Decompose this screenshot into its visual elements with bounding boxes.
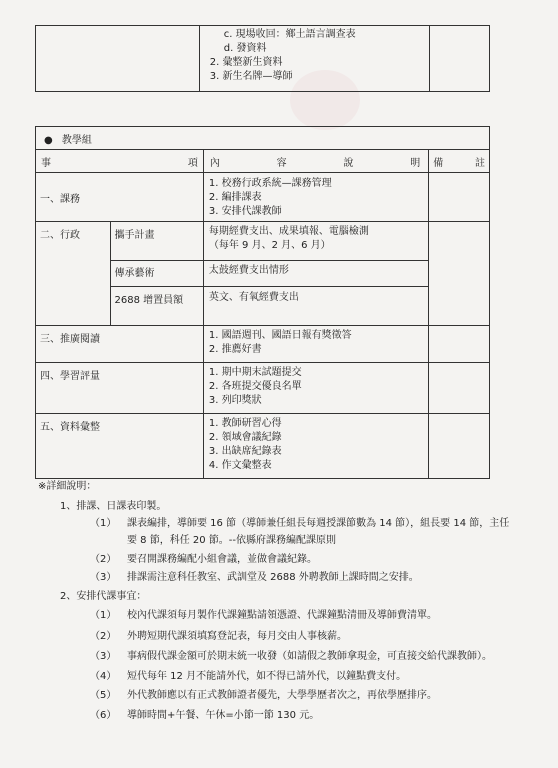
note-number: （3） (90, 651, 117, 662)
content-line: 3. 列印獎狀 (208, 395, 262, 406)
note-text: 排課需注意科任教室、武訓堂及 2688 外聘教師上課時間之安排。 (127, 572, 419, 583)
sub-item-label: 傳承藝術 (114, 268, 155, 279)
item-label: 二、行政 (40, 230, 80, 241)
top-line: 3. 新生名牌—導師 (209, 71, 293, 82)
content-cell (203, 261, 428, 287)
content-cell (203, 287, 428, 326)
note-number: （1） (90, 518, 117, 529)
notes-section-title: 2、安排代課事宜： (60, 591, 147, 602)
bullet-icon: ● (44, 134, 53, 146)
header-char: 說 (343, 157, 354, 169)
note-text: 外代教師應以有正式教師證者優先，大學學歷者次之，再依學歷排序。 (127, 690, 437, 701)
content-line: 3. 安排代課教師 (208, 206, 282, 217)
note-text: 事病假代課金額可於期末統一收發（如請假之教師拿現金，可直接交給代課教師）。 (127, 651, 492, 662)
content-cell (203, 414, 428, 479)
sub-item-cell (110, 222, 203, 261)
notes-section-title: 1、排課、日課表印製。 (60, 501, 167, 512)
remark-cell (429, 222, 490, 326)
header-char: 備 (433, 157, 444, 169)
header-char: 容 (276, 157, 287, 169)
header-remark (429, 150, 490, 173)
note-text: 導師時間+午餐、午休=小節一節 130 元。 (127, 710, 320, 721)
content-line: 1. 校務行政系統—課務管理 (208, 178, 332, 189)
header-char: 內 (209, 157, 220, 169)
header-item (36, 150, 204, 173)
empty-remark-cell (429, 26, 489, 92)
header-content (203, 150, 428, 173)
top-line: d. 發資料 (223, 43, 267, 54)
note-text: 要召開課務編配小組會議，並做會議紀錄。 (127, 554, 317, 565)
content-line: （每年 9 月、2 月、6 月） (208, 240, 331, 251)
empty-item-cell (36, 26, 200, 92)
item-cell (36, 414, 204, 479)
content-line: 英文、有氧經費支出 (208, 292, 299, 303)
note-number: （2） (90, 554, 117, 565)
section-title-cell (36, 127, 490, 150)
note-number: （5） (90, 690, 117, 701)
top-content-cell (199, 26, 429, 92)
remark-cell (429, 414, 490, 479)
header-char: 項 (187, 157, 198, 169)
item-cell (36, 363, 204, 414)
content-line: 1. 教師研習心得 (208, 418, 282, 429)
content-line: 3. 出缺席紀錄表 (208, 446, 282, 457)
header-char: 註 (475, 157, 485, 169)
item-cell (36, 173, 204, 222)
note-text: 校內代課須每月製作代課鐘點請領憑證、代課鐘點清冊及導師費清單。 (127, 610, 437, 621)
sub-item-cell (110, 261, 203, 287)
remark-cell (429, 326, 490, 363)
note-number: （1） (90, 610, 117, 621)
content-line: 2. 推薦好書 (208, 344, 262, 355)
content-line: 4. 作文彙整表 (208, 460, 272, 471)
content-line: 每期經費支出、成果填報、電腦檢測 (208, 226, 369, 237)
header-char: 明 (410, 157, 421, 169)
note-text: 要 8 節，科任 20 節。--依縣府課務編配課原則 (127, 535, 337, 546)
note-text: 課表編排，導師要 16 節（導師兼任組長每週授課節數為 14 節），組長要 14 節，主任 (127, 518, 510, 529)
content-line: 2. 各班提交優良名單 (208, 381, 302, 392)
sub-item-label: 攜手計畫 (114, 230, 155, 241)
note-number: （4） (90, 671, 117, 682)
content-line: 太鼓經費支出情形 (208, 265, 289, 276)
note-number: （6） (90, 710, 117, 721)
remark-cell (429, 363, 490, 414)
content-line: 2. 領域會議紀錄 (208, 432, 282, 443)
content-cell (203, 222, 428, 261)
content-cell (203, 326, 428, 363)
note-number: （2） (90, 631, 117, 642)
top-line: c. 現場收回：鄉土語言調查表 (223, 29, 356, 40)
content-cell (203, 173, 428, 222)
note-number: （3） (90, 572, 117, 583)
remark-cell (429, 173, 490, 222)
note-text: 短代每年 12 月不能請外代，如不得已請外代，以鐘點費支付。 (127, 671, 407, 682)
item-label: 一、課務 (40, 193, 80, 205)
section-title: 教學組 (61, 134, 92, 146)
top-continuation-table (35, 25, 490, 92)
item-label: 五、資料彙整 (40, 422, 100, 433)
note-text: 外聘短期代課須填寫登記表，每月交由人事核薪。 (127, 631, 347, 642)
item-label: 三、推廣閱讀 (40, 334, 100, 345)
notes-title: ※詳細說明： (38, 481, 97, 492)
top-line: 2. 彙整新生資料 (209, 57, 283, 68)
content-line: 1. 期中期末試題提交 (208, 367, 302, 378)
teaching-section-table (35, 126, 490, 479)
item-cell (36, 326, 204, 363)
content-cell (203, 363, 428, 414)
content-line: 2. 編排課表 (208, 192, 262, 203)
header-char: 事 (41, 157, 51, 169)
content-line: 1. 國語週刊、國語日報有獎徵答 (208, 330, 352, 341)
item-label: 四、學習評量 (40, 371, 100, 382)
sub-item-cell (110, 287, 203, 326)
item-cell (36, 222, 111, 326)
sub-item-label: 2688 增置員額 (114, 295, 184, 306)
